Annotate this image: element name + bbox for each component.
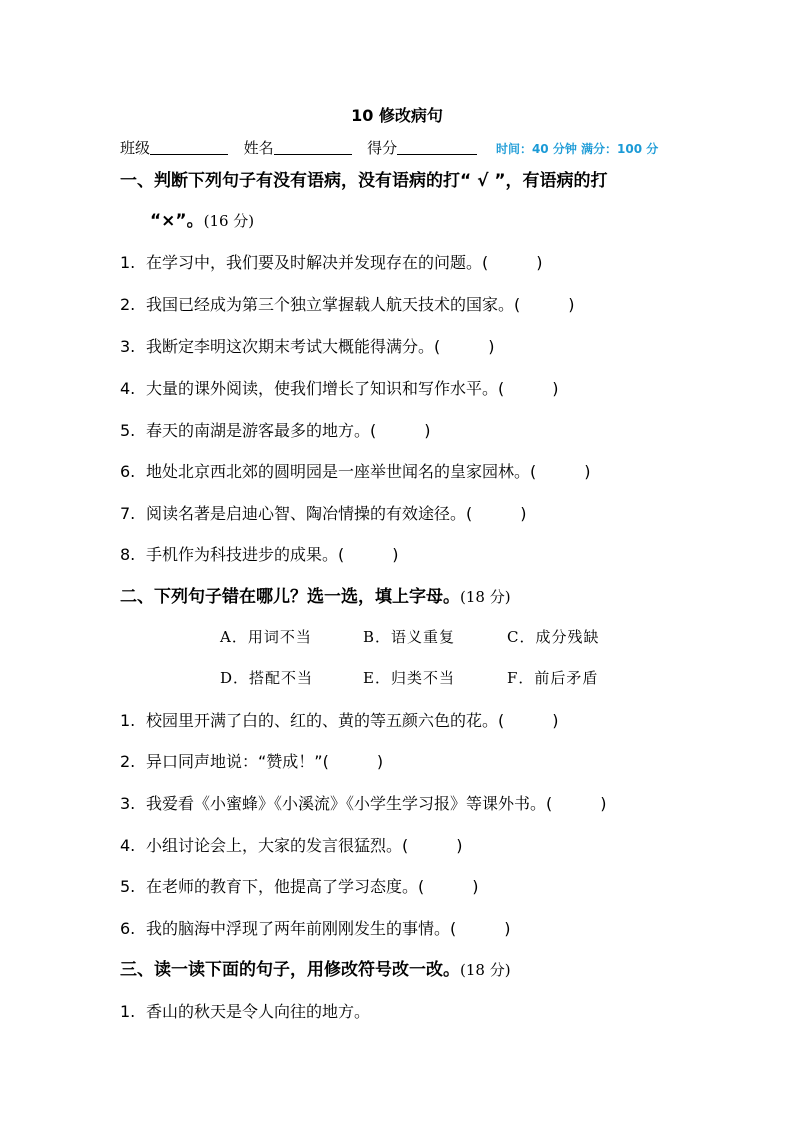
section2-heading: 二、下列句子错在哪儿？选一选，填上字母。(18 分) [120, 587, 511, 607]
option-b: B．语义重复 [363, 628, 456, 646]
s2-question-1: 1. 校园里开满了白的、红的、黄的等五颜六色的花。( ) [120, 711, 559, 730]
section3-points: (18 分) [460, 961, 511, 979]
s2-question-4: 4. 小组讨论会上，大家的发言很猛烈。( ) [120, 836, 463, 855]
timing-info: 时间：40 分钟 满分：100 分 [495, 142, 659, 156]
s2-question-3: 3. 我爱看《小蜜蜂》《小溪流》《小学生学习报》等课外书。( ) [120, 794, 607, 813]
section1-heading-cont: “×”。(16 分) [150, 211, 255, 231]
section1-points: (16 分) [203, 212, 255, 230]
name-blank [274, 136, 352, 155]
s1-question-6: 6. 地处北京西北郊的圆明园是一座举世闻名的皇家园林。( ) [120, 462, 591, 481]
worksheet-title: 10 修改病句 [351, 106, 443, 125]
section2-points: (18 分) [460, 588, 511, 606]
name-label: 姓名 [243, 139, 274, 157]
option-e: E．归类不当 [363, 669, 455, 687]
section3-heading: 三、读一读下面的句子，用修改符号改一改。(18 分) [120, 960, 511, 980]
s1-question-2: 2. 我国已经成为第三个独立掌握载人航天技术的国家。( ) [120, 295, 575, 314]
s1-question-3: 3. 我断定李明这次期末考试大概能得满分。( ) [120, 337, 495, 356]
section1-heading: 一、判断下列句子有没有语病，没有语病的打“ √ ”，有语病的打 [120, 171, 608, 191]
s1-question-8: 8. 手机作为科技进步的成果。( ) [120, 545, 399, 564]
class-blank [150, 136, 228, 155]
s2-question-5: 5. 在老师的教育下，他提高了学习态度。( ) [120, 877, 479, 896]
score-blank [397, 136, 477, 155]
score-label: 得分 [367, 139, 398, 157]
s1-question-4: 4. 大量的课外阅读，使我们增长了知识和写作水平。( ) [120, 379, 559, 398]
student-info-row [120, 136, 680, 160]
option-f: F．前后矛盾 [507, 669, 599, 687]
s1-question-5: 5. 春天的南湖是游客最多的地方。( ) [120, 421, 431, 440]
option-c: C．成分残缺 [507, 628, 600, 646]
s2-question-6: 6. 我的脑海中浮现了两年前刚刚发生的事情。( ) [120, 919, 511, 938]
s1-question-7: 7. 阅读名著是启迪心智、陶冶情操的有效途径。( ) [120, 504, 527, 523]
s1-question-1: 1. 在学习中，我们要及时解决并发现存在的问题。( ) [120, 253, 543, 272]
option-a: A．用词不当 [220, 628, 312, 646]
class-label: 班级 [120, 139, 151, 157]
s3-question-1: 1. 香山的秋天是令人向往的地方。 [120, 1002, 371, 1021]
s2-question-2: 2. 异口同声地说：“赞成！”( ) [120, 752, 384, 771]
option-d: D．搭配不当 [220, 669, 314, 687]
